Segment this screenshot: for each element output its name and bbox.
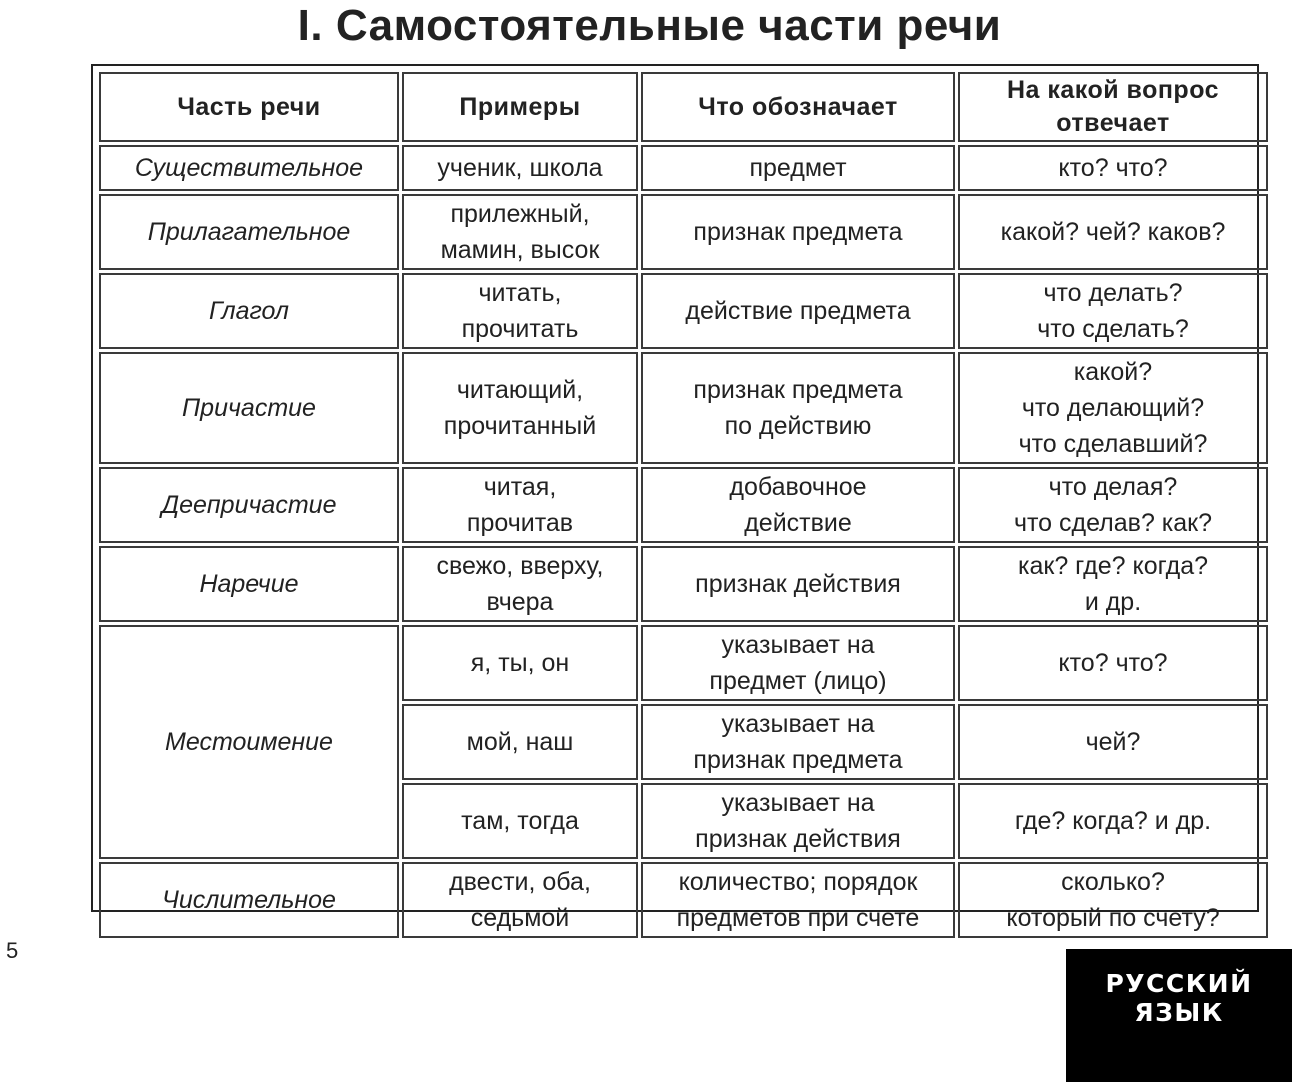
meaning-cell: действие предмета [641,273,955,349]
examples-cell: прилежный, мамин, высок [402,194,638,270]
meaning-cell: указывает на предмет (лицо) [641,625,955,701]
meaning-cell: предмет [641,145,955,191]
header-question-line: отвечает [1056,109,1170,137]
question-cell: чей? [958,704,1268,780]
header-meaning: Что обозначает [641,72,955,142]
parts-of-speech-table [91,64,1259,932]
header-question-line: На какой вопрос [1006,76,1220,104]
table-row [99,145,1268,191]
question-cell: где? когда? и др. [958,783,1268,859]
part-cell: Числительное [99,862,399,938]
question-cell: что делать? что сделать? [958,273,1268,349]
question-cell: сколько? который по счету? [958,862,1268,938]
part-cell: Наречие [99,546,399,622]
subject-badge-label: РУССКИЙ ЯЗЫК [1105,969,1253,1027]
part-cell: Существительное [99,145,399,191]
examples-cell: там, тогда [402,783,638,859]
header-examples: Примеры [402,72,638,142]
examples-cell: я, ты, он [402,625,638,701]
part-cell: Деепричастие [99,467,399,543]
examples-cell: мой, наш [402,704,638,780]
table-header-row [99,72,1268,142]
question-cell: кто? что? [958,145,1268,191]
examples-cell: читать, прочитать [402,273,638,349]
meaning-cell: количество; порядок предметов при счете [641,862,955,938]
page-title: I. Самостоятельные части речи [297,1,1002,50]
page-number: 5 [6,938,19,963]
question-cell: кто? что? [958,625,1268,701]
question-cell: что делая? что сделав? как? [958,467,1268,543]
examples-cell: читающий, прочитанный [402,352,638,464]
table-row [99,194,1268,270]
part-cell: Глагол [99,273,399,349]
examples-cell: читая, прочитав [402,467,638,543]
header-question [958,72,1268,142]
meaning-cell: признак предмета по действию [641,352,955,464]
meaning-cell: добавочное действие [641,467,955,543]
meaning-cell: признак действия [641,546,955,622]
question-cell: какой? чей? каков? [958,194,1268,270]
examples-cell: свежо, вверху, вчера [402,546,638,622]
meaning-cell: указывает на признак предмета [641,704,955,780]
question-cell: как? где? когда? и др. [958,546,1268,622]
meaning-cell: признак предмета [641,194,955,270]
part-cell: Прилагательное [99,194,399,270]
examples-cell: двести, оба, седьмой [402,862,638,938]
part-cell: Местоимение [99,625,399,859]
table-row [99,467,1268,543]
table-row [99,862,1268,938]
table-row [99,625,1268,701]
question-cell: какой? что делающий? что сделавший? [958,352,1268,464]
part-cell: Причастие [99,352,399,464]
meaning-cell: указывает на признак действия [641,783,955,859]
table-row [99,546,1268,622]
subject-badge [1066,949,1292,1082]
table-row [99,352,1268,464]
table-row [99,273,1268,349]
header-part-of-speech: Часть речи [99,72,399,142]
examples-cell: ученик, школа [402,145,638,191]
